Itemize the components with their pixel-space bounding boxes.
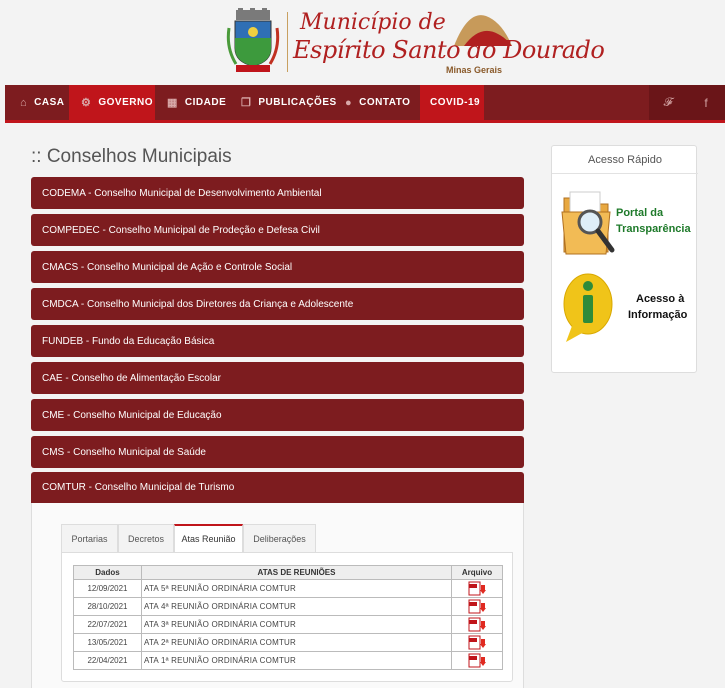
council-item-cms[interactable] [31, 436, 524, 468]
tab-atas-reuniao[interactable]: Atas Reunião [174, 524, 243, 552]
council-item-fundeb[interactable] [31, 325, 524, 357]
chat-icon: ● [345, 96, 353, 109]
main-nav [5, 85, 725, 123]
twitter-icon[interactable]: 𝓕 [649, 85, 687, 120]
row-date: 22/07/2021 [74, 616, 142, 634]
row-ata: ATA 2ª REUNIÃO ORDINÁRIA COMTUR [142, 634, 452, 652]
tab-decretos[interactable]: Decretos [118, 524, 174, 552]
row-ata: ATA 3ª REUNIÃO ORDINÁRIA COMTUR [142, 616, 452, 634]
row-date: 22/04/2021 [74, 652, 142, 670]
column-header-file: Arquivo [452, 566, 503, 580]
tab-deliberacoes[interactable]: Deliberações [243, 524, 316, 552]
table-row [74, 598, 503, 616]
table-row [74, 634, 503, 652]
pdf-download-icon[interactable] [468, 599, 486, 614]
council-label: COMPEDEC - Conselho Municipal de Prodeção e Defesa Civil [42, 224, 320, 236]
council-label: CMACS - Conselho Municipal de Ação e Controle Social [42, 261, 293, 273]
nav-item-casa[interactable] [10, 85, 70, 120]
row-date: 12/09/2021 [74, 580, 142, 598]
row-ata: ATA 4ª REUNIÃO ORDINÁRIA COMTUR [142, 598, 452, 616]
council-label: COMTUR - Conselho Municipal de Turismo [42, 482, 235, 493]
nav-item-label: CASA [34, 97, 65, 108]
home-icon: ⌂ [20, 96, 28, 109]
council-label: CMS - Conselho Municipal de Saúde [42, 446, 206, 458]
nav-item-label: PUBLICAÇÕES [258, 97, 337, 108]
portal-transparencia-link[interactable] [558, 182, 692, 268]
table-header-row [74, 566, 503, 580]
council-item-codema[interactable] [31, 177, 524, 209]
quick-access-panel [551, 145, 697, 373]
pdf-cell [452, 616, 503, 634]
row-date: 28/10/2021 [74, 598, 142, 616]
council-item-cae[interactable] [31, 362, 524, 394]
info-link-line2: Informação [628, 309, 688, 321]
row-ata: ATA 1ª REUNIÃO ORDINÁRIA COMTUR [142, 652, 452, 670]
council-item-cmacs[interactable] [31, 251, 524, 283]
council-item-cmdca[interactable] [31, 288, 524, 320]
nav-item-governo[interactable] [69, 85, 155, 120]
quick-access-title: Acesso Rápido [552, 146, 698, 174]
column-header-atas: ATAS DE REUNIÕES [142, 566, 452, 580]
council-label: CODEMA - Conselho Municipal de Desenvolvimento Ambiental [42, 187, 322, 199]
nav-item-contato[interactable] [335, 85, 420, 120]
folder-magnifier-icon [560, 186, 618, 262]
pdf-download-icon[interactable] [468, 635, 486, 650]
logo-title-line1: Município de [300, 10, 446, 35]
pdf-cell [452, 634, 503, 652]
council-item-compedec[interactable] [31, 214, 524, 246]
nav-item-label: GOVERNO [98, 97, 153, 108]
nav-item-label: CONTATO [359, 97, 411, 108]
council-label: CAE - Conselho de Alimentação Escolar [42, 372, 221, 384]
pdf-download-icon[interactable] [468, 653, 486, 668]
portal-link-line1: Portal da [616, 207, 664, 219]
council-item-cme[interactable] [31, 399, 524, 431]
council-label: FUNDEB - Fundo da Educação Básica [42, 335, 215, 347]
logo-subtitle: Minas Gerais [446, 65, 503, 75]
pdf-cell [452, 598, 503, 616]
table-row [74, 580, 503, 598]
coat-of-arms-icon[interactable] [226, 8, 280, 74]
info-link-line1: Acesso à [636, 293, 685, 305]
nav-item-label: COVID-19 [430, 97, 481, 108]
table-row [74, 616, 503, 634]
council-label: CMDCA - Conselho Municipal dos Diretores da Criança e Adolescente [42, 298, 354, 310]
row-date: 13/05/2021 [74, 634, 142, 652]
logo-title-line2[interactable]: Espírito Santo do Dourado [293, 36, 605, 64]
logo-divider [287, 12, 288, 72]
info-bubble-icon [562, 272, 614, 346]
facebook-icon[interactable]: f [687, 85, 725, 120]
portal-link-line2: Transparência [616, 223, 691, 235]
pdf-cell [452, 652, 503, 670]
council-item-comtur[interactable] [31, 472, 524, 503]
row-ata: ATA 5ª REUNIÃO ORDINÁRIA COMTUR [142, 580, 452, 598]
nav-item-publicacoes[interactable] [231, 85, 335, 120]
grid-icon: ▦ [167, 97, 178, 109]
copy-icon: ❐ [241, 97, 252, 109]
acesso-informacao-link[interactable] [558, 270, 692, 356]
column-header-date: Dados [74, 566, 142, 580]
council-label: CME - Conselho Municipal de Educação [42, 409, 222, 421]
tab-portarias[interactable]: Portarias [61, 524, 118, 552]
nav-item-cidade[interactable] [155, 85, 231, 120]
pdf-download-icon[interactable] [468, 617, 486, 632]
site-header [0, 0, 725, 85]
nav-item-label: CIDADE [184, 97, 227, 108]
gears-icon: ⚙ [81, 97, 92, 109]
atas-table [73, 565, 503, 670]
nav-item-covid[interactable] [420, 85, 484, 120]
page-title: :: Conselhos Municipais [31, 146, 232, 167]
table-row [74, 652, 503, 670]
pdf-cell [452, 580, 503, 598]
pdf-download-icon[interactable] [468, 581, 486, 596]
